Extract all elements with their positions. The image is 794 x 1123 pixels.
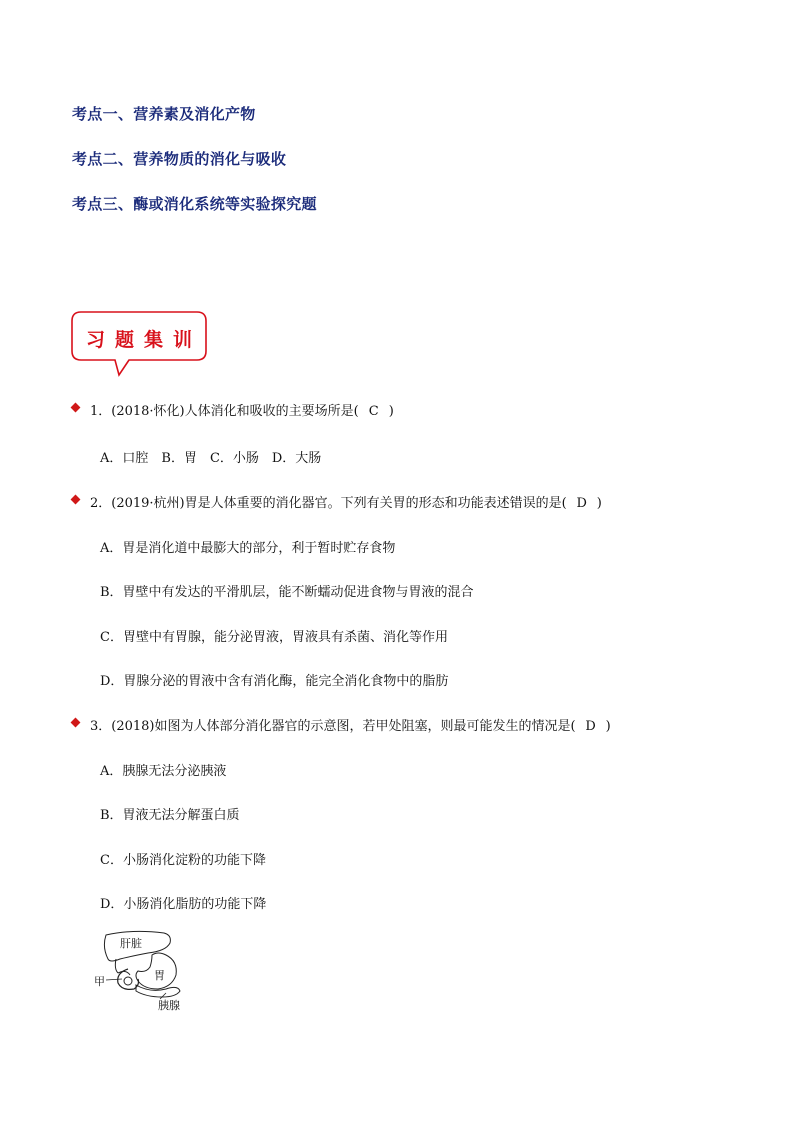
digestive-organs-figure: [92, 929, 192, 1013]
question-2-close: ): [596, 496, 602, 511]
question-3: [90, 715, 611, 734]
question-2-option-d: D．胃腺分泌的胃液中含有消化酶，能完全消化食物中的脂肪: [100, 674, 449, 689]
question-2-stem: 2．(2019·杭州)胃是人体重要的消化器官。下列有关胃的形态和功能表述错误的是(: [90, 496, 567, 511]
question-1-answer: C: [368, 404, 379, 419]
question-1: [90, 400, 394, 419]
question-3-answer: D: [585, 719, 596, 734]
question-1-close: ): [388, 404, 394, 419]
bullet-diamond-icon: [71, 495, 81, 505]
topic-heading-2: 考点二、营养物质的消化与吸收: [72, 150, 287, 168]
section-badge-title: 习题集训: [85, 329, 202, 351]
question-2-option-a: A．胃是消化道中最膨大的部分，利于暂时贮存食物: [100, 541, 396, 556]
label-stomach: 胃: [154, 969, 165, 982]
question-3-stem: 3．(2018)如图为人体部分消化器官的示意图，若甲处阻塞，则最可能发生的情况是(: [90, 719, 576, 734]
bullet-diamond-icon: [71, 718, 81, 728]
label-jia: 甲: [94, 975, 105, 988]
question-1-stem: 1．(2018·怀化)人体消化和吸收的主要场所是(: [90, 404, 359, 419]
question-3-option-c: C．小肠消化淀粉的功能下降: [100, 853, 266, 868]
label-liver: 肝脏: [120, 937, 142, 950]
question-3-close: ): [605, 719, 611, 734]
question-2: [90, 492, 602, 511]
question-1-options: A．口腔 B．胃 C．小肠 D．大肠: [100, 451, 322, 466]
label-pancreas: 胰腺: [158, 999, 180, 1012]
question-2-answer: D: [576, 496, 587, 511]
bullet-diamond-icon: [71, 403, 81, 413]
question-3-option-d: D．小肠消化脂肪的功能下降: [100, 897, 267, 912]
topic-heading-1: 考点一、营养素及消化产物: [72, 105, 256, 123]
question-3-option-b: B．胃液无法分解蛋白质: [100, 808, 240, 823]
topic-heading-3: 考点三、酶或消化系统等实验探究题: [72, 195, 317, 213]
question-3-option-a: A．胰腺无法分泌胰液: [100, 764, 227, 779]
question-2-option-c: C．胃壁中有胃腺，能分泌胃液，胃液具有杀菌、消化等作用: [100, 630, 448, 645]
question-2-option-b: B．胃壁中有发达的平滑肌层，能不断蠕动促进食物与胃液的混合: [100, 585, 474, 600]
